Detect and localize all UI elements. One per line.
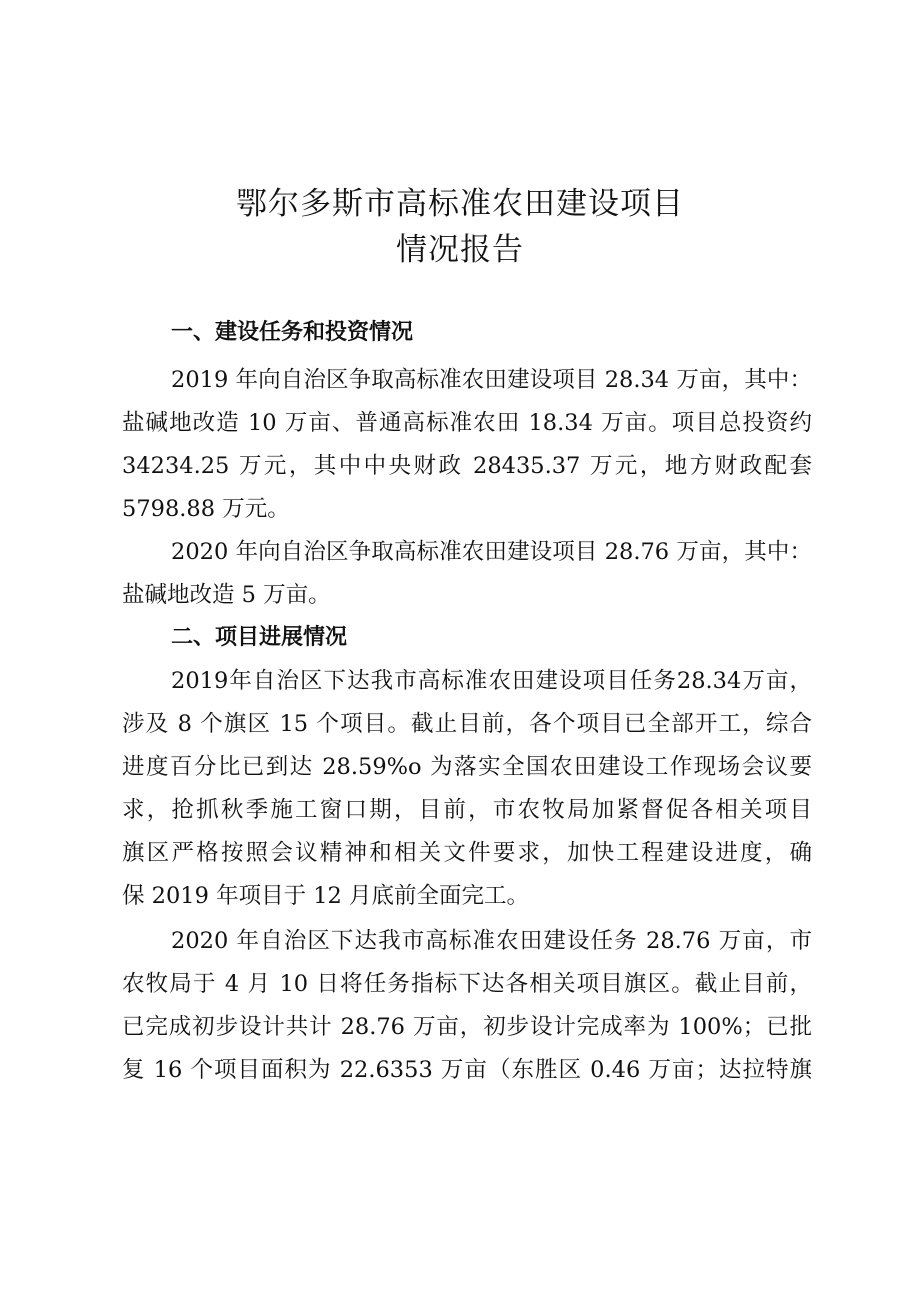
section-1-para-1-line-2: 盐碱地改造 10 万亩、普通高标准农田 18.34 万亩。项目总投资约 bbox=[122, 410, 812, 436]
section-1-para-1-line-3: 34234.25 万元，其中中央财政 28435.37 万元，地方财政配套 bbox=[122, 453, 812, 479]
document-title-line-2: 情况报告 bbox=[396, 232, 524, 268]
section-2-para-2-line-4: 复 16 个项目面积为 22.6353 万亩（东胜区 0.46 万亩；达拉特旗 bbox=[122, 1057, 812, 1083]
document-title-line-1: 鄂尔多斯市高标准农田建设项目 bbox=[236, 186, 684, 222]
section-2-para-1-line-1: 2019年自治区下达我市高标准农田建设项目任务28.34万亩， bbox=[171, 668, 812, 694]
section-2-para-1-line-2: 涉及 8 个旗区 15 个项目。截止目前，各个项目已全部开工，综合 bbox=[122, 711, 812, 737]
section-2-para-1-line-3: 进度百分比已到达 28.59%o 为落实全国农田建设工作现场会议要 bbox=[122, 754, 812, 780]
section-2-para-1-line-6: 保 2019 年项目于 12 月底前全面完工。 bbox=[122, 883, 530, 909]
section-1-para-1-line-4: 5798.88 万元。 bbox=[122, 496, 290, 522]
section-2-para-1-line-4: 求，抢抓秋季施工窗口期，目前，市农牧局加紧督促各相关项目 bbox=[122, 797, 812, 823]
section-2-para-2-line-2: 农牧局于 4 月 10 日将任务指标下达各相关项目旗区。截止目前， bbox=[122, 971, 812, 997]
section-2-heading: 二、项目进展情况 bbox=[171, 625, 348, 650]
section-1-heading: 一、建设任务和投资情况 bbox=[171, 320, 414, 345]
section-1-para-2-line-1: 2020 年向自治区争取高标准农田建设项目 28.76 万亩，其中： bbox=[171, 539, 812, 565]
section-1-para-2-line-2: 盐碱地改造 5 万亩。 bbox=[122, 582, 331, 608]
section-2-para-2-line-1: 2020 年自治区下达我市高标准农田建设任务 28.76 万亩，市 bbox=[171, 928, 812, 954]
section-1-para-1-line-1: 2019 年向自治区争取高标准农田建设项目 28.34 万亩，其中： bbox=[171, 367, 812, 393]
section-2-para-2-line-3: 已完成初步设计共计 28.76 万亩，初步设计完成率为 100%；已批 bbox=[122, 1014, 812, 1040]
section-2-para-1-line-5: 旗区严格按照会议精神和相关文件要求，加快工程建设进度，确 bbox=[122, 840, 812, 866]
